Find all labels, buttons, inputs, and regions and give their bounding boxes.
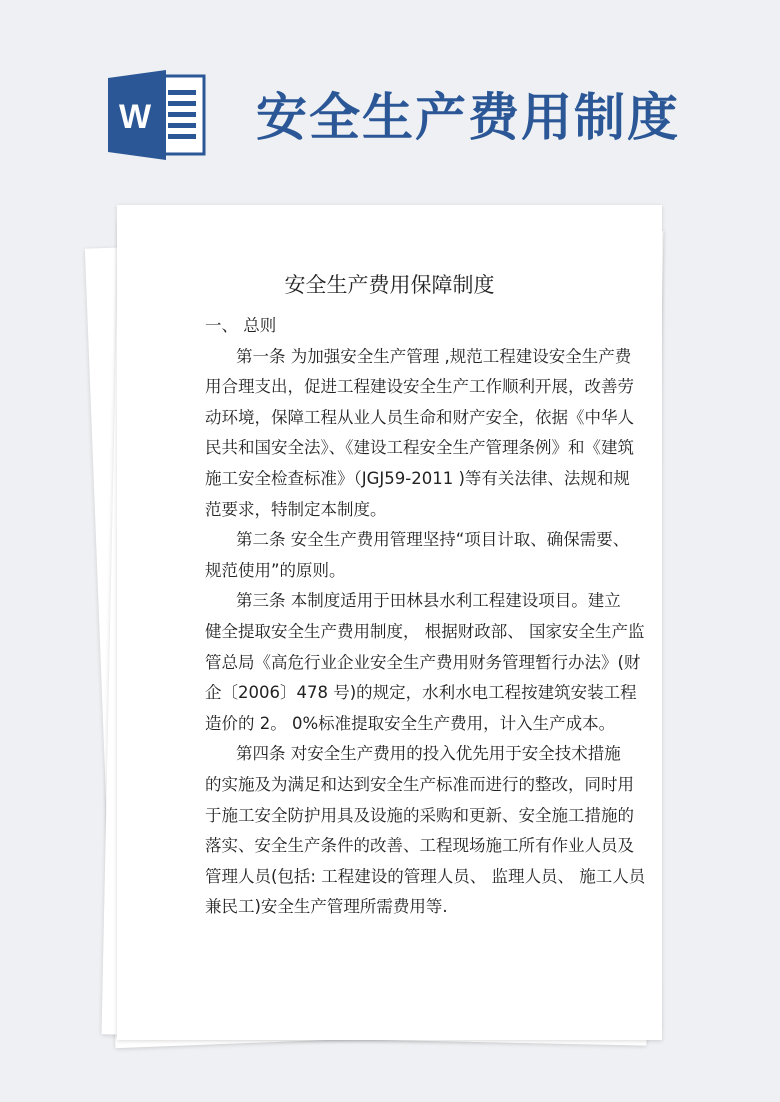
document-line: 第三条 本制度适用于田林县水利工程建设项目。建立	[236, 591, 621, 611]
word-document-icon	[108, 70, 206, 160]
document-line: 企〔2006〕478 号)的规定，水利水电工程按建筑安装工程	[205, 683, 637, 703]
document-title: 安全生产费用保障制度	[284, 273, 495, 297]
document-line: 健全提取安全生产费用制度， 根据财政部、 国家安全生产监	[205, 621, 645, 641]
document-body	[205, 311, 646, 923]
document-line: 动环境，保障工程从业人员生命和财产安全，依据《中华人	[205, 407, 634, 427]
document-line: 规范使用”的原则。	[205, 560, 346, 580]
document-line: 用合理支出，促进工程建设安全生产工作顺利开展，改善劳	[205, 377, 634, 397]
document-line: 于施工安全防护用具及设施的采购和更新、安全施工措施的	[205, 805, 634, 825]
document-line: 第四条 对安全生产费用的投入优先用于安全技术措施	[236, 744, 621, 764]
document-line: 造价的 2。 0%标准提取安全生产费用，计入生产成本。	[205, 713, 616, 733]
document-line: 一、 总则	[205, 316, 277, 335]
document-line: 第一条 为加强安全生产管理 ,规范工程建设安全生产费	[236, 346, 632, 366]
banner-title: 安全生产费用制度	[256, 89, 681, 148]
document-line: 落实、安全生产条件的改善、工程现场施工所有作业人员及	[205, 836, 634, 856]
document-page	[117, 205, 662, 1040]
document-line: 兼民工)安全生产管理所需费用等.	[205, 897, 448, 917]
document-line: 范要求，特制定本制度。	[205, 499, 387, 519]
document-line: 的实施及为满足和达到安全生产标准而进行的整改，同时用	[205, 774, 634, 794]
document-line: 第二条 安全生产费用管理坚持“项目计取、确保需要、	[236, 530, 630, 550]
document-line: 民共和国安全法》、《建设工程安全生产管理条例》和《建筑	[205, 438, 634, 458]
svg-text:W: W	[118, 98, 152, 136]
document-line: 管总局《高危行业企业安全生产费用财务管理暂行办法》(财	[205, 652, 641, 672]
document-line: 施工安全检查标准》（JGJ59-2011 )等有关法律、法规和规	[205, 468, 630, 488]
document-line: 管理人员(包括: 工程建设的管理人员、 监理人员、 施工人员	[205, 866, 646, 886]
